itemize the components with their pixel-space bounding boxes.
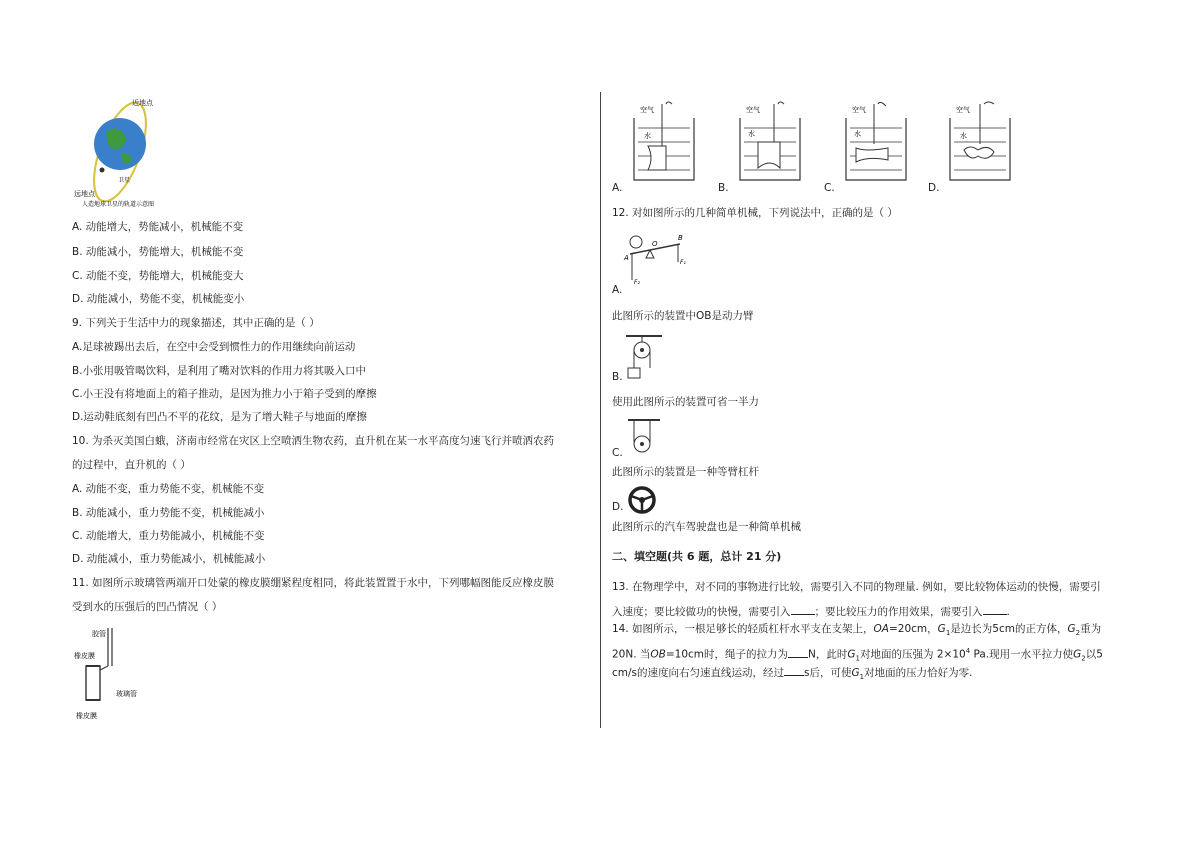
q11-figure-d [928,98,1028,194]
lever-o-label: O [652,240,658,248]
q11-figure-c [824,98,924,194]
lever-f1-label: F₁ [680,259,686,266]
q13-blank-1[interactable] [791,604,815,615]
far-point-label: 远地点 [74,190,95,198]
q14-line1: 14. 如图所示，一根足够长的轻质杠杆水平支在支架上，OA=20cm，$G_1$是边长为5cm的正方体，$G_2$重为 [612,623,1102,638]
q12-option-a-label: A. [612,284,623,296]
q10-option-d: D. 动能减小，重力势能减小，机械能减小 [72,553,266,565]
q9-option-a: A.足球被踢出去后，在空中会受到惯性力的作用继续向前运动 [72,341,356,353]
q8-option-b: B. 动能减小，势能增大，机械能不变 [72,246,244,258]
q11-stem-line2: 受到水的压强后的凹凸情况（ ） [72,601,223,613]
q12-pulley-c-figure [624,418,664,458]
q12-option-d-text: 此图所示的汽车驾驶盘也是一种简单机械 [612,521,801,533]
q12-option-a-text: 此图所示的装置中OB是动力臂 [612,310,754,322]
q10-stem-line2: 的过程中，直升机的（ ） [72,459,191,471]
q14-line2: 20N. 当OB=10cm时，绳子的拉力为 N，此时$G_1$对地面的压强为 $2\times 10^4$ Pa.现用一水平拉力使$G_2$以5 [612,647,1103,663]
q13-blank-2[interactable] [983,604,1007,615]
q12-option-b-label: B. [612,371,623,383]
glass-tube-figure [72,626,162,726]
q12-option-c-text: 此图所示的装置是一种等臂杠杆 [612,466,759,478]
satellite-label: 卫星 [118,177,131,184]
q13-line2: 入速度；要比较做功的快慢，需要引入 ；要比较压力的作用效果，需要引入 . [612,606,1010,618]
q10-option-c: C. 动能增大，重力势能减小，机械能不变 [72,530,265,542]
q11-fig-label-d: D. [928,182,940,194]
air-label: 空气 [746,106,760,114]
section2-title: 二、填空题(共 6 题，总计 21 分) [612,550,782,563]
q12-option-b-text: 使用此图所示的装置可省一半力 [612,396,759,408]
q8-option-d: D. 动能减小，势能不变，机械能变小 [72,293,245,305]
q10-option-a: A. 动能不变，重力势能不变，机械能不变 [72,483,265,495]
tube-label-film-top: 橡皮膜 [74,652,95,660]
q10-stem-line1: 10. 为杀灭美国白蛾，济南市经常在灾区上空喷洒生物农药，直升机在某一水平高度匀速飞行并喷洒农药 [72,435,555,447]
near-point-label: 近地点 [132,99,153,107]
q10-option-b: B. 动能减小，重力势能不变，机械能减小 [72,507,265,519]
lever-a-label: A [624,254,629,262]
water-label: 水 [960,132,967,140]
lever-b-label: B [678,234,683,242]
steering-wheel-icon [628,486,656,514]
q14-blank-2[interactable] [784,665,804,676]
tube-label-glass: 玻璃管 [116,690,137,698]
q11-fig-label-a: A. [612,182,623,194]
q12-option-d-label: D. [612,501,624,513]
water-label: 水 [748,130,755,138]
air-label: 空气 [852,106,866,114]
q9-option-b: B.小张用吸管喝饮料，是利用了嘴对饮料的作用力将其吸入口中 [72,365,367,377]
q9-option-d: D.运动鞋底刻有凹凸不平的花纹，是为了增大鞋子与地面的摩擦 [72,411,367,423]
q11-figure-a [612,98,712,194]
orbit-caption: 人造地球卫星的轨道示意图 [82,201,155,208]
water-label: 水 [854,130,861,138]
air-label: 空气 [956,106,970,114]
q14-line3: cm/s的速度向右匀速直线运动，经过 s后，可使$G_1$对地面的压力恰好为零. [612,667,973,682]
q11-fig-label-c: C. [824,182,835,194]
tube-label-hose: 胶管 [92,630,106,638]
q13-line1: 13. 在物理学中，对不同的事物进行比较，需要引入不同的物理量. 例如，要比较物体运动的快慢，需要引 [612,581,1101,593]
air-label: 空气 [640,106,654,114]
q9-stem: 9. 下列关于生活中力的现象描述，其中正确的是（ ） [72,317,320,329]
q11-fig-label-b: B. [718,182,729,194]
q12-lever-figure [622,230,686,286]
q12-pulley-b-figure [624,334,664,382]
q11-stem-line1: 11. 如图所示玻璃管两端开口处蒙的橡皮膜绷紧程度相同，将此装置置于水中，下列哪幅图能反应橡皮膜 [72,577,555,589]
q9-option-c: C.小王没有将地面上的箱子推动，是因为推力小于箱子受到的摩擦 [72,388,377,400]
q11-figure-b [718,98,818,194]
water-label: 水 [644,132,651,140]
q8-option-a: A. 动能增大，势能减小，机械能不变 [72,221,244,233]
q12-stem: 12. 对如图所示的几种简单机械，下列说法中，正确的是（ ） [612,207,898,219]
lever-f2-label: F₂ [634,279,640,286]
q8-option-c: C. 动能不变，势能增大，机械能变大 [72,270,244,282]
tube-label-film-bottom: 橡皮膜 [76,712,97,720]
q12-option-c-label: C. [612,447,623,459]
column-divider [600,92,601,728]
satellite-orbit-figure [72,96,222,208]
q14-blank-1[interactable] [788,647,808,658]
